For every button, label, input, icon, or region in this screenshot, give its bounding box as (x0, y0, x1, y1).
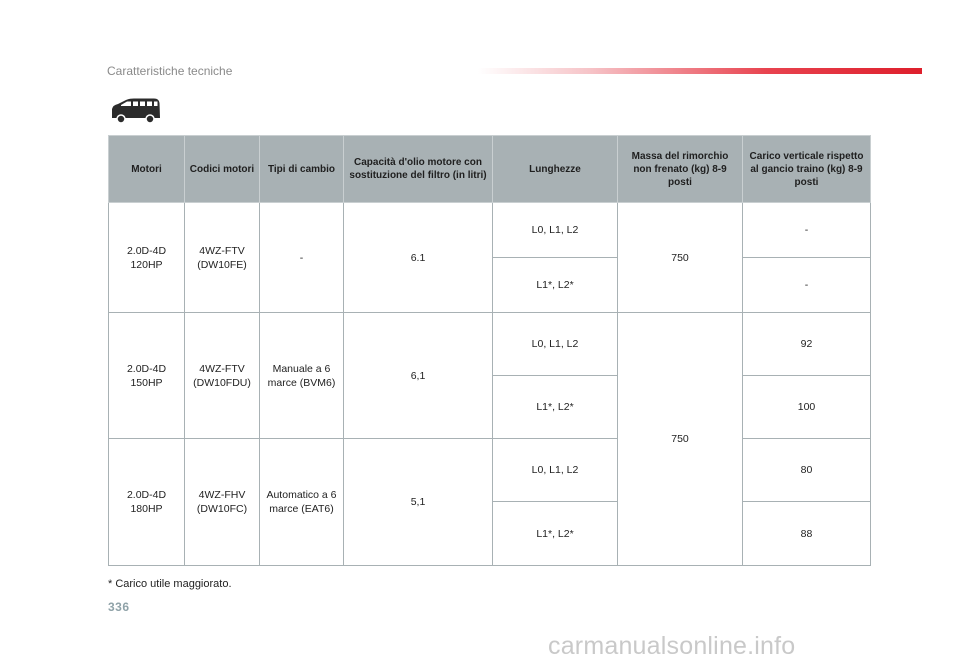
engine-cell: 2.0D-4D 120HP (109, 203, 185, 313)
column-header: Capacità d'olio motore con sostituzione del filtro (in litri) (344, 136, 493, 203)
column-header: Codici motori (185, 136, 260, 203)
length-cell: L1*, L2* (493, 258, 618, 313)
table-row (109, 313, 871, 376)
column-header: Massa del rimorchio non frenato (kg) 8-9 posti (618, 136, 743, 203)
length-cell: L1*, L2* (493, 376, 618, 439)
length-cell: L1*, L2* (493, 502, 618, 566)
oil-capacity-cell: 5,1 (344, 439, 493, 566)
length-cell: L0, L1, L2 (493, 439, 618, 502)
gearbox-cell: Manuale a 6 marce (BVM6) (260, 313, 344, 439)
page-number: 336 (108, 600, 130, 614)
watermark: carmanualsonline.info (548, 632, 796, 660)
engine-code-cell: 4WZ-FHV (DW10FC) (185, 439, 260, 566)
vertical-load-cell: 100 (743, 376, 871, 439)
section-title: Caratteristiche tecniche (107, 64, 233, 78)
table-header-row (109, 136, 871, 203)
footnote: * Carico utile maggiorato. (108, 578, 232, 590)
gearbox-cell: - (260, 203, 344, 313)
oil-capacity-cell: 6.1 (344, 203, 493, 313)
vertical-load-cell: - (743, 258, 871, 313)
vertical-load-cell: - (743, 203, 871, 258)
engine-code-cell: 4WZ-FTV (DW10FE) (185, 203, 260, 313)
column-header: Carico verticale rispetto al gancio traino (kg) 8-9 posti (743, 136, 871, 203)
header-accent-bar (478, 68, 922, 74)
column-header: Motori (109, 136, 185, 203)
vertical-load-cell: 92 (743, 313, 871, 376)
table-row (109, 439, 871, 502)
vertical-load-cell: 88 (743, 502, 871, 566)
vertical-load-cell: 80 (743, 439, 871, 502)
column-header: Tipi di cambio (260, 136, 344, 203)
gearbox-cell: Automatico a 6 marce (EAT6) (260, 439, 344, 566)
column-header: Lunghezze (493, 136, 618, 203)
trailer-mass-cell: 750 (618, 203, 743, 313)
engine-code-cell: 4WZ-FTV (DW10FDU) (185, 313, 260, 439)
length-cell: L0, L1, L2 (493, 313, 618, 376)
engine-cell: 2.0D-4D 150HP (109, 313, 185, 439)
length-cell: L0, L1, L2 (493, 203, 618, 258)
technical-specs-table (108, 135, 871, 566)
table-row (109, 203, 871, 258)
van-icon (109, 97, 161, 125)
trailer-mass-cell: 750 (618, 313, 743, 566)
engine-cell: 2.0D-4D 180HP (109, 439, 185, 566)
oil-capacity-cell: 6,1 (344, 313, 493, 439)
